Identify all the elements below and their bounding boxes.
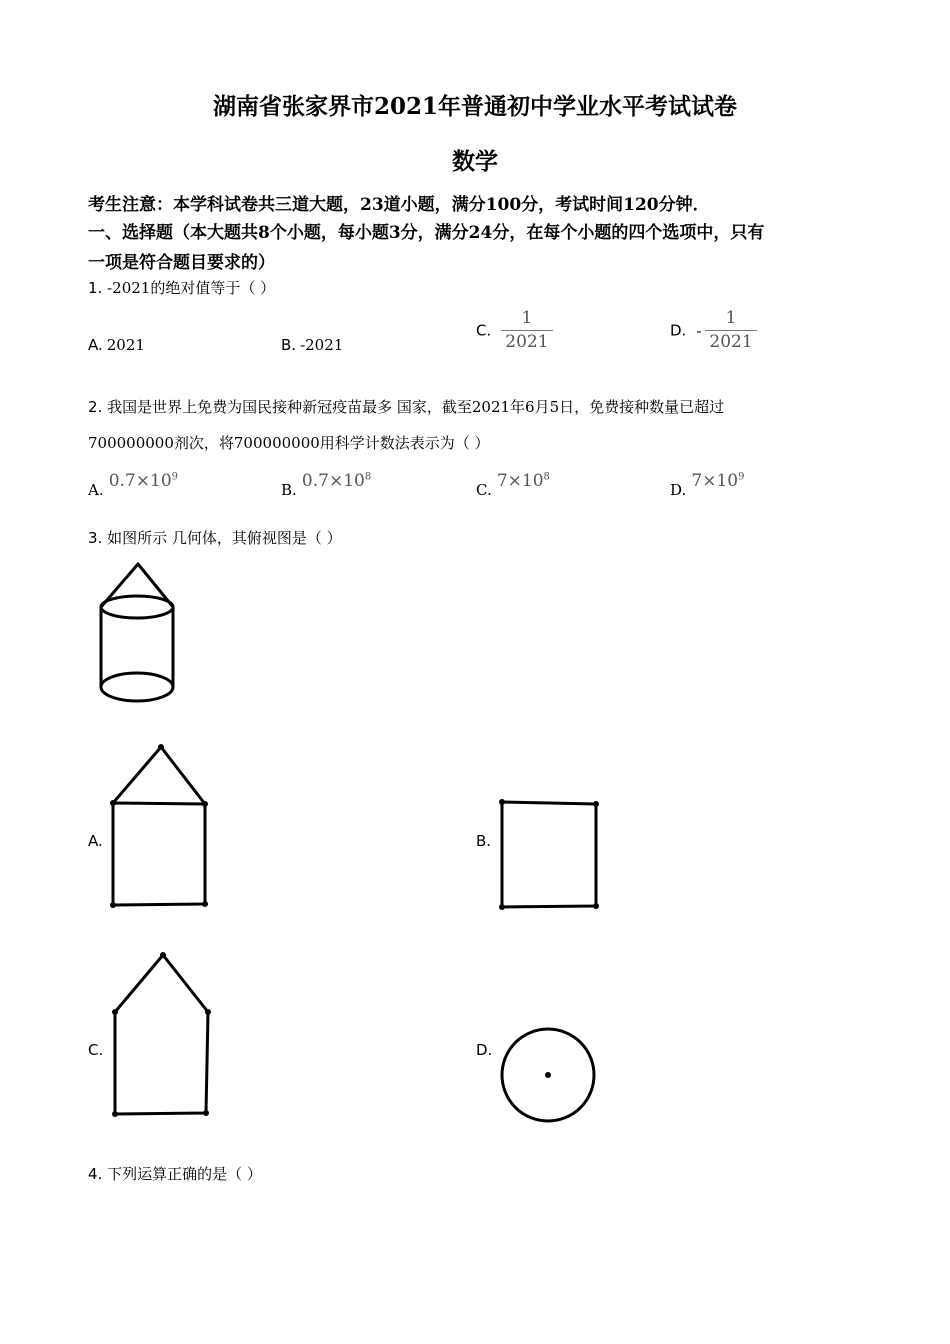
solid-figure xyxy=(95,560,185,710)
exam-notice: 考生注意：本学科试卷共三道大题，23道小题，满分100分，考试时间120分钟． xyxy=(88,195,710,215)
question-number: 4. xyxy=(88,1165,103,1183)
question-number: 3. xyxy=(88,529,103,547)
fraction-denominator: 2021 xyxy=(709,332,753,352)
section-heading-line1: 一、选择题（本大题共8个小题，每小题3分，满分24分，在每个小题的四个选项中，只有 xyxy=(88,223,765,243)
question-text: 我国是世界上免费为国民接种新冠疫苗最多 国家，截至2021年6月5日，免费接种数量已超过 xyxy=(107,398,725,416)
q1-option-a xyxy=(88,336,145,355)
q2-option-c xyxy=(476,471,550,500)
option-label: B. xyxy=(281,336,297,354)
fraction xyxy=(501,310,552,351)
option-label: B. xyxy=(281,481,297,499)
fraction xyxy=(705,310,756,351)
option-label: A. xyxy=(88,481,104,499)
option-value: -2021 xyxy=(300,336,344,354)
question-number: 1. xyxy=(88,279,103,297)
scientific-notation: $7\times 10^8$ xyxy=(496,471,550,491)
question-2-line2: 700000000剂次，将700000000用科学计数法表示为（ ） xyxy=(88,434,490,452)
option-label: A. xyxy=(88,336,103,354)
question-number: 2. xyxy=(88,398,103,416)
scientific-notation: $7\times 10^9$ xyxy=(691,471,745,491)
question-text: 如图所示 几何体，其俯视图是（ ） xyxy=(107,529,342,547)
option-label: C. xyxy=(476,481,492,499)
scientific-notation: $0.7\times 10^8$ xyxy=(301,471,372,491)
exam-subject: 数学 xyxy=(452,148,498,175)
q1-option-c xyxy=(476,310,553,351)
option-label: D. xyxy=(670,321,687,340)
q3-option-a-label: A. xyxy=(88,832,103,850)
fraction-numerator: 1 xyxy=(501,310,552,331)
section-heading-line2: 一项是符合题目要求的） xyxy=(88,253,275,273)
q3-option-b-figure xyxy=(495,795,605,915)
q3-option-c-label: C. xyxy=(88,1041,104,1059)
q3-option-d-label: D. xyxy=(476,1041,493,1059)
q2-option-d xyxy=(670,471,745,500)
question-1 xyxy=(88,277,275,298)
option-label: C. xyxy=(476,321,492,340)
question-2-line1 xyxy=(88,396,724,417)
q2-option-a xyxy=(88,471,179,500)
q1-option-d xyxy=(670,310,757,351)
question-text: -2021的绝对值等于（ ） xyxy=(107,279,276,297)
q3-option-d-figure xyxy=(498,1025,598,1125)
question-4 xyxy=(88,1163,262,1184)
option-value: 2021 xyxy=(106,336,145,354)
scientific-notation: $0.7\times 10^9$ xyxy=(108,471,179,491)
q1-option-b xyxy=(281,336,343,355)
option-label: D. xyxy=(670,481,687,499)
q2-option-b xyxy=(281,471,372,500)
q3-option-c-figure xyxy=(105,948,220,1123)
minus-sign: - xyxy=(696,321,702,340)
question-text: 下列运算正确的是（ ） xyxy=(107,1165,262,1183)
question-3 xyxy=(88,527,342,548)
q3-option-a-figure xyxy=(105,740,215,915)
fraction-numerator: 1 xyxy=(705,310,756,331)
exam-title: 湖南省张家界市2021年普通初中学业水平考试试卷 xyxy=(212,93,737,120)
q3-option-b-label: B. xyxy=(476,832,492,850)
fraction-denominator: 2021 xyxy=(505,332,549,352)
